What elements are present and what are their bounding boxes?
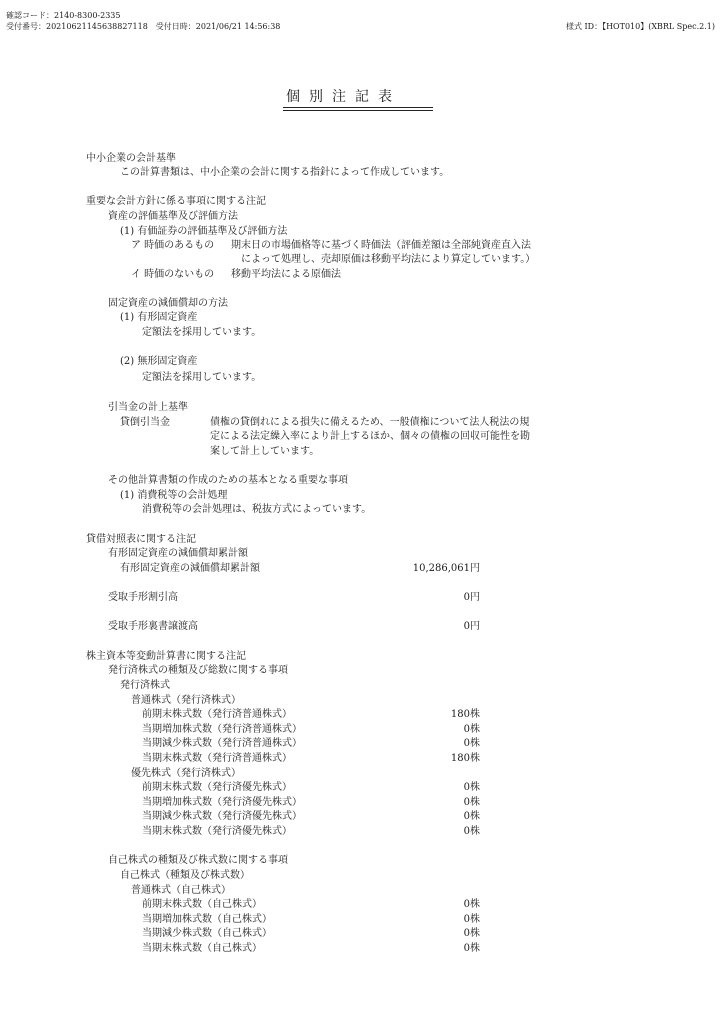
section-heading: 株主資本等変動計算書に関する注記: [86, 651, 246, 662]
row-label: 当期末株式数（発行済優先株式）: [142, 826, 292, 837]
section-heading: 貸借対照表に関する注記: [86, 534, 196, 545]
row-value: 0株: [463, 914, 480, 925]
section-heading: 中小企業の会計基準: [86, 153, 176, 164]
row-value: 0株: [463, 899, 480, 910]
row-value: 10,286,061円: [412, 563, 480, 574]
subsection-heading: 有形固定資産の減価償却累計額: [108, 548, 248, 559]
subsection-heading: 発行済株式の種類及び総数に関する事項: [108, 665, 288, 676]
form-id: 様式 ID：【HOT010】(XBRL Spec.2.1): [565, 22, 715, 31]
body-text: によって処理し、売却原価は移動平均法により算定しています。）: [241, 254, 536, 265]
item-heading: (2) 無形固定資産: [120, 356, 198, 367]
row-value: 0株: [463, 797, 480, 808]
item-heading: (1) 有形固定資産: [120, 312, 198, 323]
row-label: 当期末株式数（自己株式）: [142, 943, 262, 954]
subsection-heading: 引当金の計上基準: [108, 402, 188, 413]
item-heading: 自己株式（種類及び株式数）: [120, 870, 250, 881]
item-heading: 普通株式（発行済株式）: [131, 695, 241, 706]
row-value: 0株: [463, 782, 480, 793]
item-heading: (1) 有価証券の評価基準及び評価方法: [120, 226, 288, 237]
subsection-heading: 自己株式の種類及び株式数に関する事項: [108, 855, 288, 866]
row-label: 受取手形割引高: [108, 592, 178, 603]
row-label: 有形固定資産の減価償却累計額: [120, 563, 260, 574]
title-underline-1: [283, 107, 433, 108]
body-text: 定額法を採用しています。: [142, 327, 262, 338]
row-value: 0株: [463, 928, 480, 939]
page-title: 個別注記表: [286, 89, 401, 105]
subsection-heading: 固定資産の減価償却の方法: [108, 298, 228, 309]
section-heading: 重要な会計方針に係る事項に関する注記: [86, 196, 266, 207]
row-value: 0株: [463, 826, 480, 837]
row-value: 180株: [450, 753, 480, 764]
subsection-heading: その他計算書類の作成のための基本となる重要な事項: [108, 475, 348, 486]
row-value: 180株: [450, 709, 480, 720]
confirm-code: 確認コード：2140-8300-2335: [6, 11, 121, 20]
receipt-info: 受付番号：20210621145638827118 受付日時：2021/06/21 14:56:38: [6, 22, 281, 31]
row-label: 当期増加株式数（自己株式）: [142, 914, 272, 925]
body-text: 案して計上しています。: [210, 446, 320, 457]
item-heading: 普通株式（自己株式）: [131, 885, 231, 896]
body-text: 期末日の市場価格等に基づく時価法（評価差額は全部純資産直入法: [231, 240, 531, 251]
item-label: イ 時価のないもの: [131, 269, 215, 280]
row-label: 当期増加株式数（発行済優先株式）: [142, 797, 302, 808]
body-text: 定による法定繰入率により計上するほか、個々の債権の回収可能性を勘: [210, 431, 530, 442]
row-label: 当期減少株式数（発行済普通株式）: [142, 738, 302, 749]
item-heading: (1) 消費税等の会計処理: [120, 490, 228, 501]
body-text: 消費税等の会計処理は、税抜方式によっています。: [142, 504, 372, 515]
row-value: 0株: [463, 811, 480, 822]
item-heading: 優先株式（発行済株式）: [131, 768, 241, 779]
row-label: 受取手形裏書譲渡高: [108, 621, 198, 632]
row-label: 当期末株式数（発行済普通株式）: [142, 753, 292, 764]
row-label: 前期末株式数（発行済普通株式）: [142, 709, 292, 720]
body-text: 定額法を採用しています。: [142, 372, 262, 383]
title-underline-2: [283, 110, 433, 111]
item-label: 貸倒引当金: [120, 417, 170, 428]
item-label: ア 時価のあるもの: [131, 240, 215, 251]
subsection-heading: 資産の評価基準及び評価方法: [108, 211, 238, 222]
row-label: 当期減少株式数（自己株式）: [142, 928, 272, 939]
row-value: 0株: [463, 724, 480, 735]
row-label: 当期増加株式数（発行済普通株式）: [142, 724, 302, 735]
item-heading: 発行済株式: [120, 680, 170, 691]
row-value: 0円: [463, 621, 480, 632]
row-value: 0株: [463, 943, 480, 954]
row-value: 0円: [463, 592, 480, 603]
row-label: 当期減少株式数（発行済優先株式）: [142, 811, 302, 822]
row-value: 0株: [463, 738, 480, 749]
row-label: 前期末株式数（自己株式）: [142, 899, 262, 910]
row-label: 前期末株式数（発行済優先株式）: [142, 782, 292, 793]
body-text: この計算書類は、中小企業の会計に関する指針によって作成しています。: [120, 167, 450, 178]
body-text: 移動平均法による原価法: [231, 269, 341, 280]
body-text: 債権の貸倒れによる損失に備えるため、一般債権について法人税法の規: [210, 417, 530, 428]
